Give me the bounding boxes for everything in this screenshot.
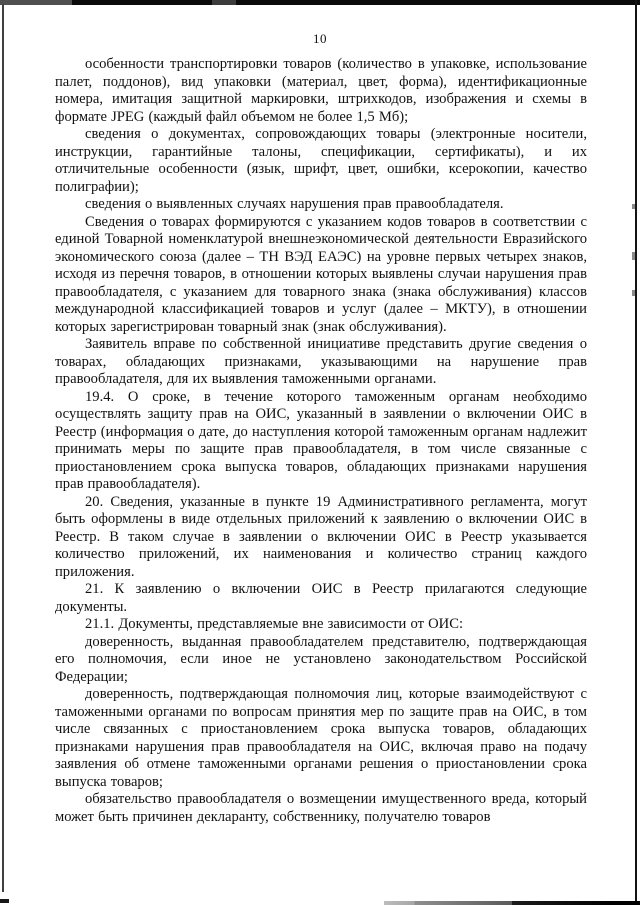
scan-artifact-right-border bbox=[635, 0, 637, 905]
scan-artifact-speck bbox=[632, 252, 635, 260]
paragraph-goods-codes: Сведения о товарах формируются с указанием кодов товаров в соответствии с единой Товарной номенклатурой внешнеэкономической деятельности Евразийского экономического союза (далее – ТН ВЭД ЕАЭС) на уровне первых четырех знаков, исходя из перечня товаров, в отношении которых выявлены случаи нарушения прав правообладателя, с указанием для товарного знака (знака обслуживания) классов международной классификацией товаров и услуг (далее – МКТУ), в отношении которых зарегистрирован товарный знак (знак обслуживания). bbox=[55, 213, 587, 335]
paragraph-power-of-attorney-customs: доверенность, подтверждающая полномочия лиц, которые взаимодействуют с таможенными органами по вопросам принятия мер по защите прав на ОИС, в том числе связанных с приостановлением срока выпуска товаров, обладающих признаками нарушения прав правообладателя на ОИС, включая право на подачу заявления об отмене таможенными органами решения о приостановлении срока выпуска товаров; bbox=[55, 686, 587, 790]
paragraph-violation-cases: сведения о выявленных случаях нарушения прав правообладателя. bbox=[85, 196, 504, 212]
paragraph-20-attachments: 20. Сведения, указанные в пункте 19 Административного регламента, могут быть оформлены в виде отдельных приложений к заявлению о включении ОИС в Реестр. В таком случае в заявлении о включении ОИС в Реестр указывается количество приложений, их наименования и количество страниц каждого приложения. bbox=[55, 493, 587, 580]
paragraph-transport-features: особенности транспортировки товаров (количество в упаковке, использование палет, поддонов), вид упаковки (материал, цвет, форма), идентификационные номера, имитация защитной маркировки, штрихкодов, изображения и схемы в формате JPEG (каждый файл объемом не более 1,5 Мб); bbox=[55, 56, 587, 125]
paragraph-21-documents-attached: 21. К заявлению о включении ОИС в Реестр прилагаются следующие документы. bbox=[55, 581, 587, 615]
page-number: 10 bbox=[313, 31, 327, 46]
paragraph-damage-obligation: обязательство правообладателя о возмещении имущественного вреда, который может быть причинен декларанту, собственнику, получателю товаров bbox=[55, 791, 587, 825]
paragraph-accompanying-documents: сведения о документах, сопровождающих товары (электронные носители, инструкции, гарантийные талоны, спецификации, сертификаты), и их отличительные особенности (язык, шрифт, цвет, ошибки, ксерокопии, качество полиграфии); bbox=[55, 126, 587, 195]
scan-artifact-left-border bbox=[2, 4, 4, 892]
scan-artifact-speck bbox=[632, 204, 635, 209]
scan-artifact-speck bbox=[632, 290, 635, 296]
paragraph-power-of-attorney-representative: доверенность, выданная правообладателем представителю, подтверждающая его полномочия, если иное не установлено законодательством Российской Федерации; bbox=[55, 633, 587, 685]
paragraph-applicant-initiative: Заявитель вправе по собственной инициативе представить другие сведения о товарах, обладающих признаками, указывающими на нарушение прав правообладателя, для их выявления таможенными органами. bbox=[55, 336, 587, 387]
scan-artifact-bottom-bar bbox=[384, 901, 640, 905]
scan-artifact-corner-mark bbox=[0, 899, 9, 903]
scan-artifact-top-bar bbox=[0, 0, 640, 5]
document-body-text bbox=[55, 56, 587, 826]
paragraph-21-1-documents-any-ois: 21.1. Документы, представляемые вне зависимости от ОИС: bbox=[85, 616, 464, 632]
paragraph-19-4-term: 19.4. О сроке, в течение которого таможенным органам необходимо осуществлять защиту прав на ОИС, указанный в заявлении о включении ОИС в Реестр (информация о дате, до наступления которой таможенным органам надлежит принимать меры по защите прав правообладателя, в том числе связанные с приостановлением срока выпуска товаров, обладающих признаками нарушения прав правообладателя). bbox=[55, 388, 587, 492]
